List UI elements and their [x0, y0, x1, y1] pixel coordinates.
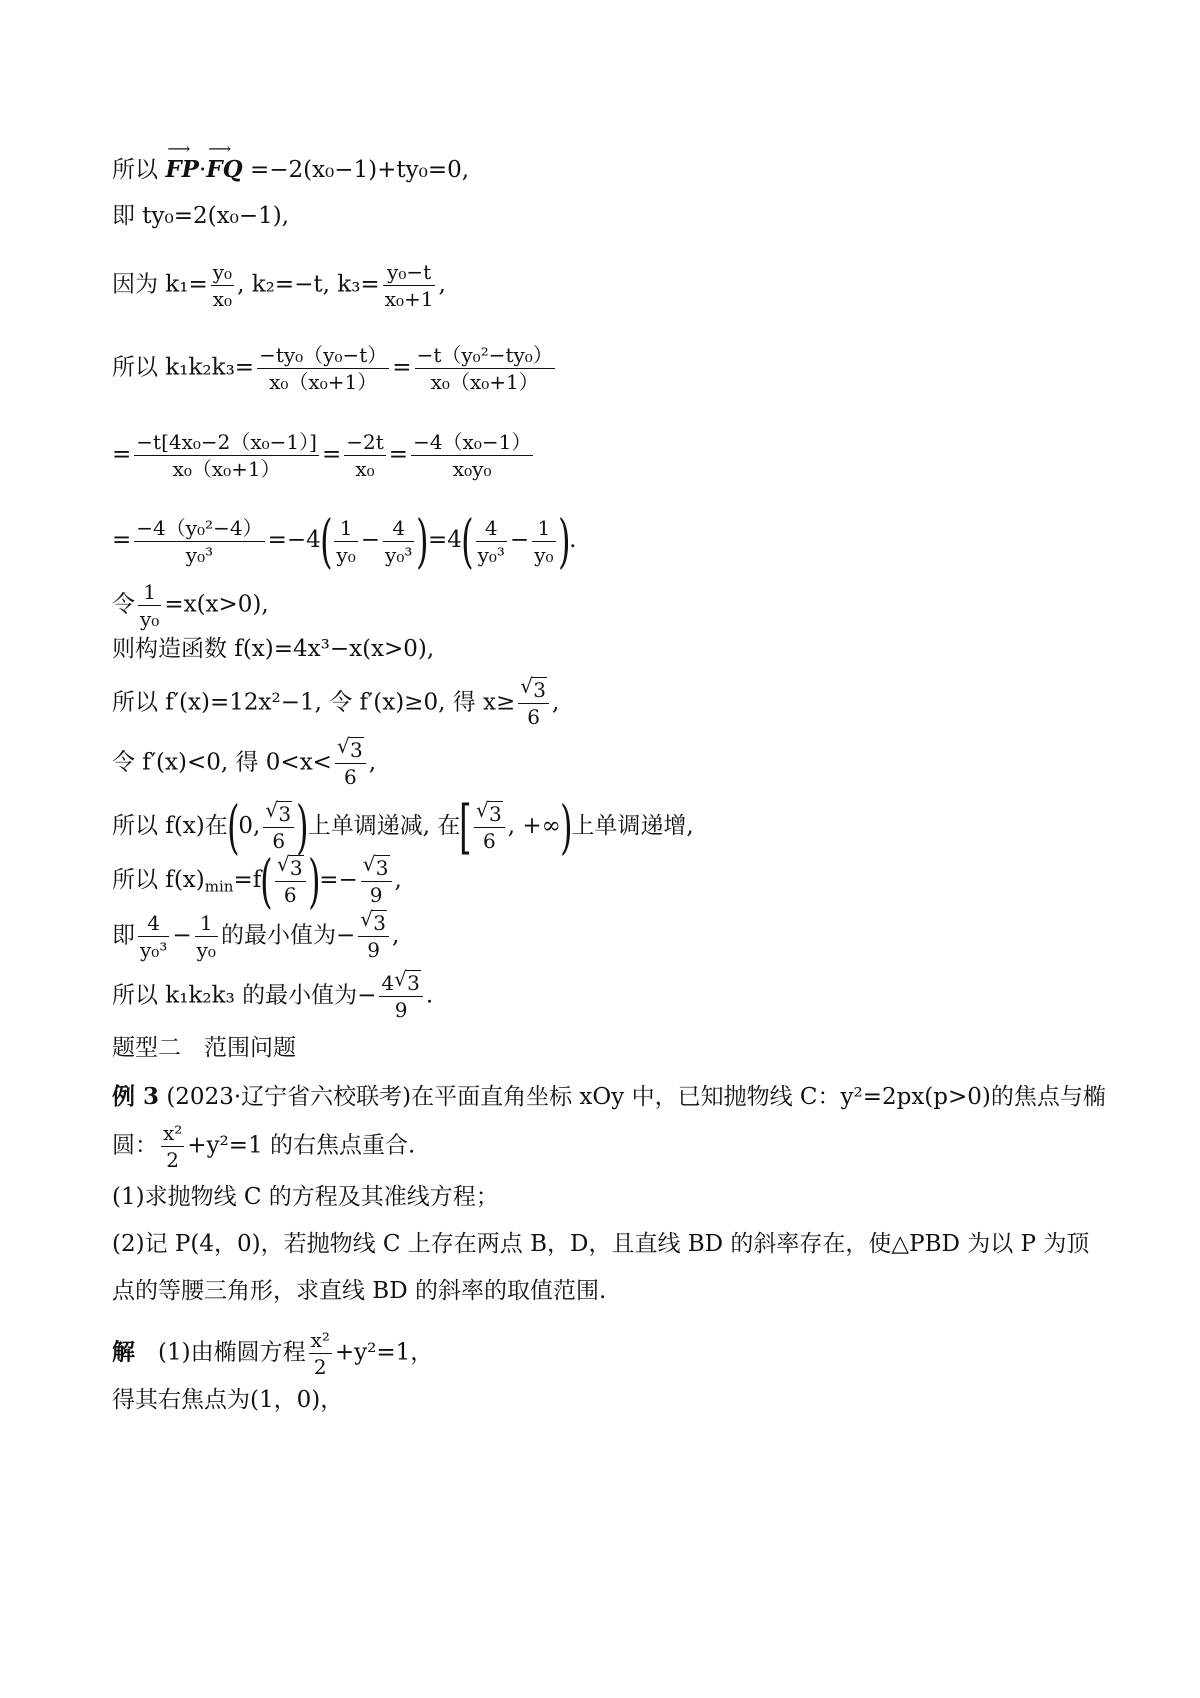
text: +y²=1， [334, 1339, 434, 1366]
line-derivative: 所以 f′(x)=12x²−1, 令 f′(x)≥0, 得 x≥ √ $\frac{3}{6}$ , [112, 680, 559, 727]
text: 则构造函数 f(x)=4x³−x(x>0), [112, 636, 435, 662]
line-ty0 [112, 205, 289, 228]
text: +y²=1 的右焦点重合. [187, 1132, 416, 1159]
line-slopes [112, 262, 446, 309]
text: 上单调递增, [571, 813, 694, 839]
fraction: $\frac{4}{\text{y₀³}}$ [477, 515, 505, 567]
fraction: $\frac{-2t}{\text{x₀}}$ [346, 430, 384, 481]
fraction-k3: $\frac{\text{y₀−t}}{\text{x₀+1}}$ [384, 260, 434, 311]
text: =x(x>0), [164, 591, 269, 618]
text: 所以 f′(x)=12x²−1, 令 f′(x)≥0, 得 x≥ [112, 689, 516, 716]
fraction-x2-2: $\frac{\text{x²}}{2}$ [310, 1328, 330, 1379]
example-source: (2023·辽宁省六校联考) [166, 1084, 412, 1110]
fraction-sqrt3-6: √ $\frac{3}{6}$ [275, 858, 306, 905]
fraction: $\frac{\text{−t（y₀²−ty₀）}}{\text{x₀（x₀+1）}}$ [416, 343, 553, 394]
line-product-2: = $\frac{\text{−t[4x₀−2（x₀−1）]}}{\text{x₀（x₀+1）}}$ = $\frac{-2t}{\text{x₀}}$ = $\frac{\text{−4（x₀−1）}}{\text{x₀y₀}}$ [112, 430, 532, 481]
text: 令 [112, 591, 135, 618]
example-label: 例 3 [112, 1083, 160, 1110]
line-conclusion: 所以 k₁k₂k₃ 的最小值为− $\frac{4√ 3}{9}$ . [112, 973, 433, 1020]
fraction-4sqrt3-9: $\frac{4√ 3}{9}$ [379, 973, 422, 1020]
fraction-sqrt3-6: √ $\frac{3}{6}$ [518, 680, 549, 727]
fraction-sqrt3-9: √ $\frac{3}{9}$ [361, 858, 392, 905]
line-monotonic: 所以 f(x)在(0, √ $\frac{3}{6}$ )上单调递减, 在[ √ $\frac{3}{6}$ , +∞)上单调递增, [112, 798, 694, 856]
text: 即 ty₀=2(x₀−1), [112, 203, 290, 229]
question-1 [112, 1186, 499, 1209]
fraction-x2-2: $\frac{\text{x²}}{2}$ [163, 1121, 183, 1172]
fraction: $\frac{\text{−4（x₀−1）}}{\text{x₀y₀}}$ [413, 430, 532, 481]
fraction: $\frac{4}{\text{y₀³}}$ [385, 515, 413, 567]
text: 因为 k₁= [112, 271, 208, 298]
fraction: $\frac{1}{\text{y₀}}$ [196, 911, 216, 962]
solution-label: 解 [112, 1338, 135, 1366]
text: 得其右焦点为(1，0)， [112, 1387, 344, 1413]
text: , k₂=−t, k₃= [237, 271, 380, 298]
fraction: $\frac{\text{−ty₀（y₀−t）}}{\text{x₀（x₀+1）}}$ [259, 343, 388, 394]
vector-fq: ⟶ FQ [206, 139, 243, 183]
text: 点的等腰三角形，求直线 BD 的斜率的取值范围. [112, 1278, 607, 1304]
text: (1)由椭圆方程 [158, 1339, 306, 1366]
question-2-line-1 [112, 1233, 1089, 1256]
fraction-sqrt3-9: √ $\frac{3}{9}$ [358, 913, 389, 960]
text: 所以 k₁k₂k₃ 的最小值为− [112, 982, 377, 1009]
line-substitution [112, 582, 269, 629]
vector-fp: ⟶ FP [165, 139, 199, 183]
text: 在平面直角坐标 xOy 中，已知抛物线 C：y²=2px(p>0)的焦点与椭 [411, 1084, 1106, 1110]
section-title [112, 1037, 296, 1060]
line-product-1: 所以 k₁k₂k₃= $\frac{\text{−ty₀（y₀−t）}}{\text{x₀（x₀+1）}}$ = $\frac{\text{−t（y₀²−ty₀）}}{\text{x₀（x₀+1）}}$ [112, 343, 553, 394]
solution-line-1 [112, 1330, 433, 1377]
fraction-sqrt3-6: √ $\frac{3}{6}$ [474, 804, 505, 851]
text: 所以 f(x)在 [112, 813, 228, 839]
fraction: $\frac{1}{\text{y₀}}$ [336, 515, 356, 567]
line-min-value: 即 $\frac{4}{\text{y₀³}}$ − $\frac{1}{\text{y₀}}$ 的最小值为− √ $\frac{3}{9}$ , [112, 913, 399, 960]
text: 所以 k₁k₂k₃= [112, 354, 255, 381]
text: 所以 [112, 157, 158, 183]
line-function [112, 638, 434, 661]
text: 上单调递减, 在 [307, 813, 461, 839]
fraction-sqrt3-6: √ $\frac{3}{6}$ [263, 804, 294, 851]
text: =−4 [267, 527, 321, 553]
fraction: $\frac{1}{\text{y₀}}$ [140, 580, 160, 631]
fraction: $\frac{\text{−4（y₀²−4）}}{\text{y₀³}}$ [136, 515, 263, 567]
text: 的最小值为− [220, 922, 356, 949]
text: (1)求抛物线 C 的方程及其准线方程； [112, 1184, 499, 1210]
example-line-2 [112, 1123, 415, 1170]
text: =−2(x₀−1)+ty₀=0, [249, 157, 470, 183]
solution-line-2 [112, 1389, 343, 1412]
text: (2)记 P(4，0)，若抛物线 C 上存在两点 B，D，且直线 BD 的斜率存在，使△PBD 为以 P 为顶 [112, 1231, 1090, 1257]
fraction: $\frac{1}{\text{y₀}}$ [534, 515, 554, 567]
text: 题型二 范围问题 [112, 1035, 296, 1061]
text: 圆： [112, 1132, 158, 1159]
question-2-line-2 [112, 1280, 606, 1303]
fraction-sqrt3-6: √ $\frac{3}{6}$ [335, 740, 366, 787]
text: , [438, 271, 446, 298]
text: 令 f′(x)<0, 得 0<x< [112, 749, 332, 776]
fraction: $\frac{\text{−t[4x₀−2（x₀−1）]}}{\text{x₀（x₀+1）}}$ [136, 430, 317, 481]
line-minimum: 所以 $f(x)_{min}=f$( √ $\frac{3}{6}$ )=− √ $\frac{3}{9}$ , [112, 852, 402, 910]
fraction: $\frac{4}{\text{y₀³}}$ [140, 911, 168, 962]
line-product-3: = $\frac{\text{−4（y₀²−4）}}{\text{y₀³}}$ =−4( $\frac{1}{\text{y₀}}$ − $\frac{4}{\text{y₀³}}$ )=4( $\frac{4}{\text{y₀³}}$ − $\frac{1}{\text{y₀}}$ ). [112, 507, 577, 575]
example-line-1 [112, 1085, 1106, 1109]
text: =4 [428, 527, 462, 553]
text: 即 [112, 922, 135, 949]
fraction-k1: $\frac{\text{y₀}}{\text{x₀}}$ [212, 260, 233, 311]
line-derivative-neg: 令 f′(x)<0, 得 0<x< √ $\frac{3}{6}$ , [112, 740, 376, 787]
line-dot-product: 所以 ⟶ FP· ⟶ FQ =−2(x₀−1)+ty₀=0, [112, 139, 470, 183]
text: 所以 f(x) [112, 867, 205, 893]
